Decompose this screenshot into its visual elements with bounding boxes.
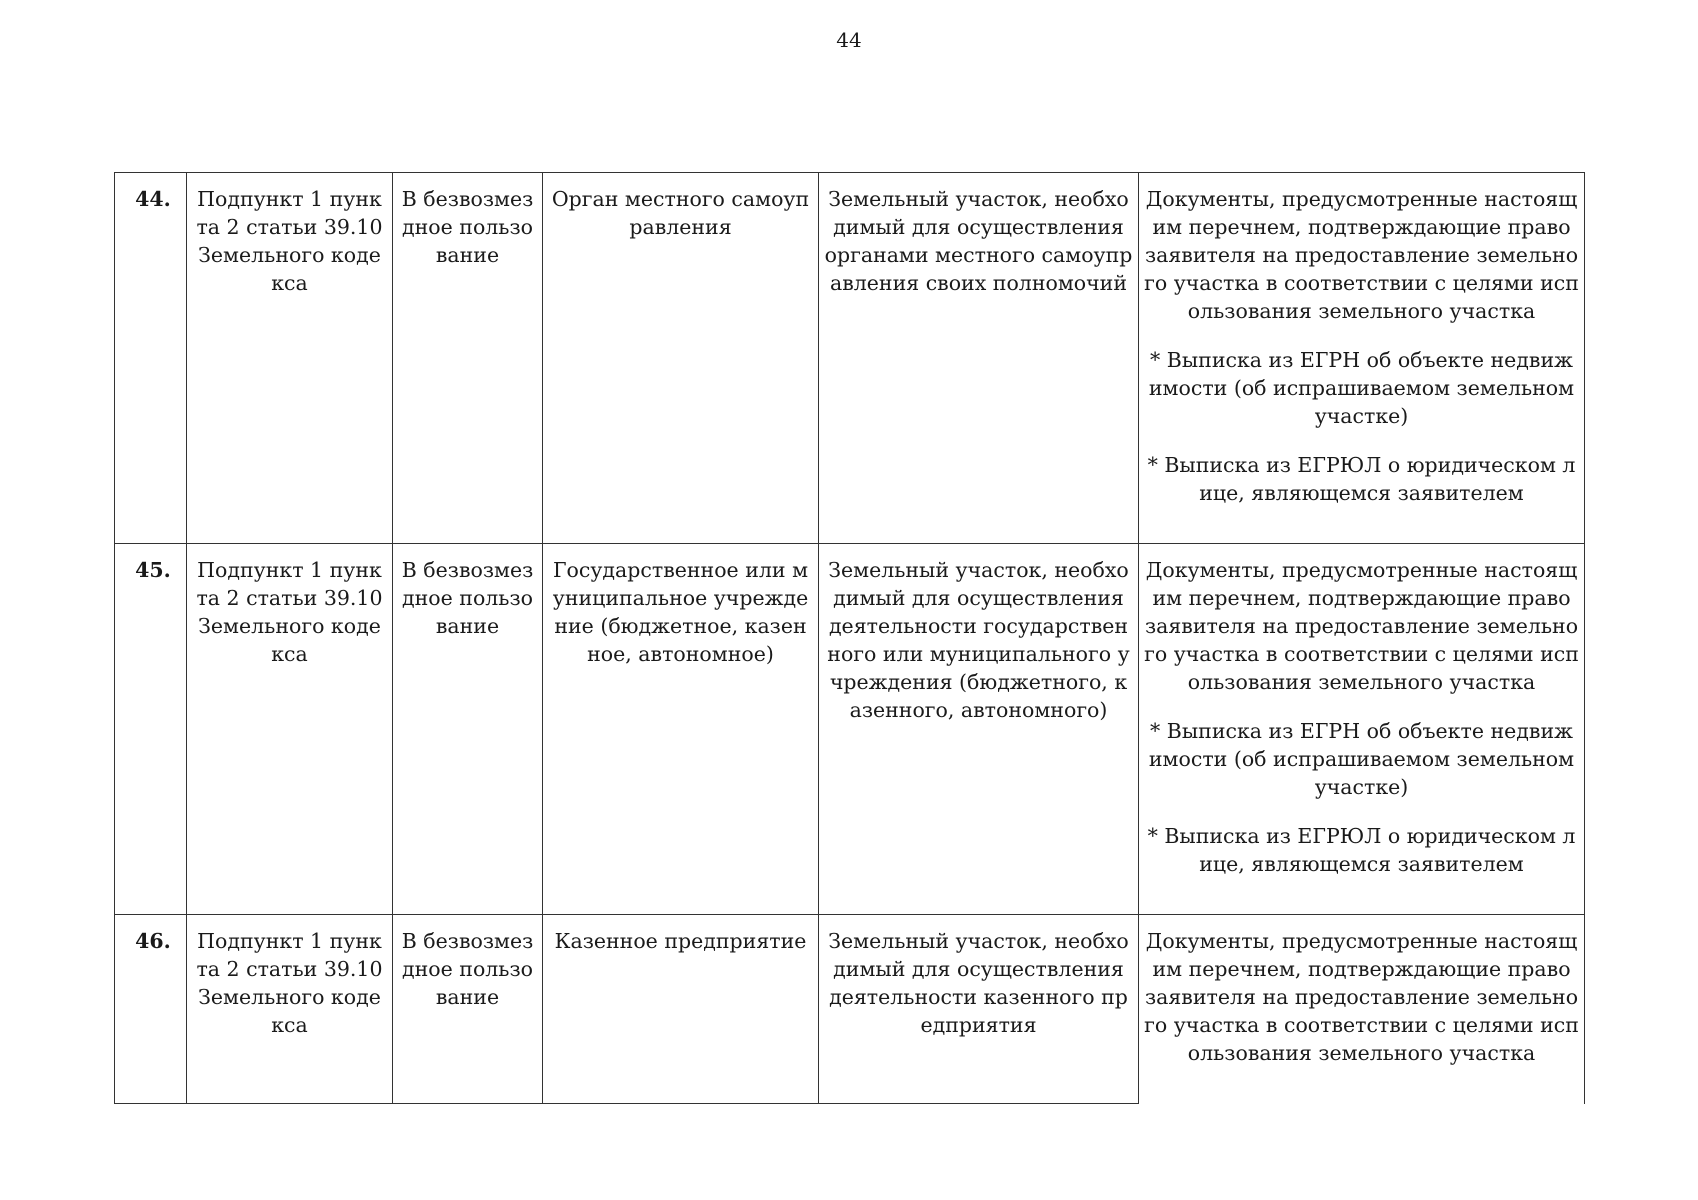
- documents-cell: [1139, 915, 1585, 1104]
- documents-paragraph: * Выписка из ЕГРЮЛ о юридическом лице, являющемся заявителем: [1147, 824, 1576, 876]
- documents-paragraph: * Выписка из ЕГРН об объекте недвижимости (об испрашиваемом земельном участке): [1148, 348, 1575, 428]
- applicant-cell: Орган местного самоуправления: [543, 173, 819, 544]
- documents-paragraph: * Выписка из ЕГРЮЛ о юридическом лице, являющемся заявителем: [1147, 453, 1576, 505]
- land-purpose-cell: Земельный участок, необходимый для осуществления деятельности казенного предприятия: [819, 915, 1139, 1104]
- row-number: 46.: [115, 915, 187, 1104]
- legal-basis-cell: Подпункт 1 пункта 2 статьи 39.10 Земельного кодекса: [187, 173, 393, 544]
- table-row: [115, 173, 1585, 544]
- row-number: 45.: [115, 544, 187, 915]
- documents-paragraph: Документы, предусмотренные настоящим перечнем, подтверждающие право заявителя на предоставление земельного участка в соответствии с целями использования земельного участка: [1144, 929, 1579, 1065]
- legal-basis-cell: Подпункт 1 пункта 2 статьи 39.10 Земельного кодекса: [187, 544, 393, 915]
- page-number: 44: [836, 28, 862, 52]
- documents-paragraph: Документы, предусмотренные настоящим перечнем, подтверждающие право заявителя на предоставление земельного участка в соответствии с целями использования земельного участка: [1144, 558, 1579, 694]
- documents-paragraph: * Выписка из ЕГРН об объекте недвижимости (об испрашиваемом земельном участке): [1148, 719, 1575, 799]
- applicant-cell: Государственное или муниципальное учреждение (бюджетное, казенное, автономное): [543, 544, 819, 915]
- documents-paragraph: Документы, предусмотренные настоящим перечнем, подтверждающие право заявителя на предоставление земельного участка в соответствии с целями использования земельного участка: [1144, 187, 1579, 323]
- documents-cell: [1139, 173, 1585, 544]
- right-type-cell: В безвозмездное пользование: [393, 544, 543, 915]
- documents-cell: [1139, 544, 1585, 915]
- services-table: [114, 172, 1585, 1104]
- table-row: [115, 544, 1585, 915]
- right-type-cell: В безвозмездное пользование: [393, 173, 543, 544]
- right-type-cell: В безвозмездное пользование: [393, 915, 543, 1104]
- land-purpose-cell: Земельный участок, необходимый для осуществления деятельности государственного или муниципального учреждения (бюджетного, казенного, автономного): [819, 544, 1139, 915]
- land-purpose-cell: Земельный участок, необходимый для осуществления органами местного самоуправления своих полномочий: [819, 173, 1139, 544]
- row-number: 44.: [115, 173, 187, 544]
- legal-basis-cell: Подпункт 1 пункта 2 статьи 39.10 Земельного кодекса: [187, 915, 393, 1104]
- table-row: [115, 915, 1585, 1104]
- applicant-cell: Казенное предприятие: [543, 915, 819, 1104]
